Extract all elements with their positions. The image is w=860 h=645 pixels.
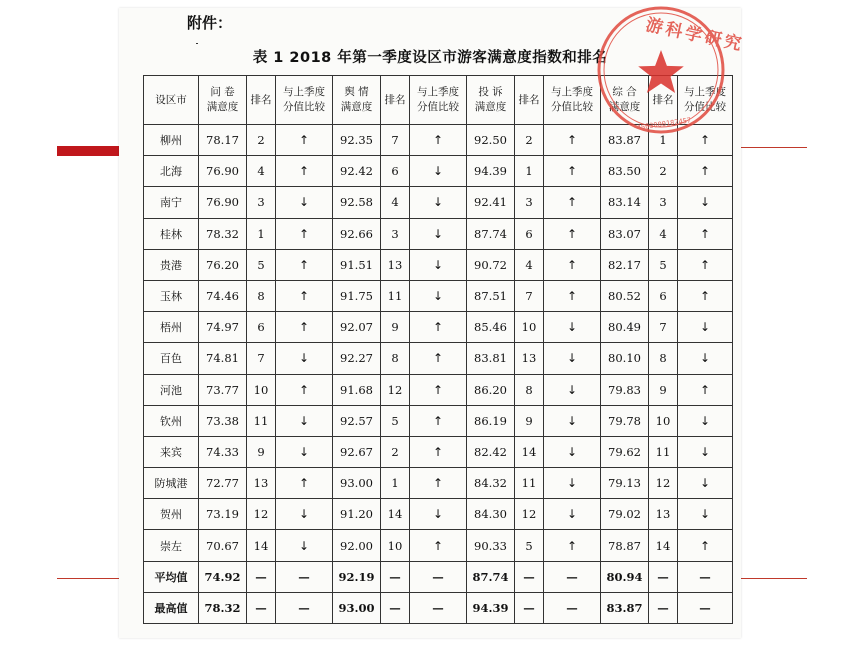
city-cell: 百色: [144, 343, 199, 374]
arrow-up-icon: ↑: [544, 280, 601, 311]
scan-speck: [196, 43, 198, 44]
table-body: [144, 125, 733, 624]
value-cell: 10: [381, 530, 410, 561]
arrow-up-icon: ↑: [276, 280, 333, 311]
value-cell: 78.32: [199, 218, 247, 249]
value-cell: 80.94: [601, 561, 649, 592]
value-cell: 92.42: [333, 156, 381, 187]
value-cell: 85.46: [467, 312, 515, 343]
column-header-line: 投 诉: [478, 86, 503, 98]
value-cell: 91.68: [333, 374, 381, 405]
value-cell: 13: [247, 468, 276, 499]
value-cell: 90.72: [467, 249, 515, 280]
value-cell: —: [381, 592, 410, 623]
value-cell: 94.39: [467, 592, 515, 623]
value-cell: 92.66: [333, 218, 381, 249]
column-header: [276, 76, 333, 125]
value-cell: 70.67: [199, 530, 247, 561]
city-cell: 北海: [144, 156, 199, 187]
value-cell: 4: [247, 156, 276, 187]
value-cell: 2: [247, 125, 276, 156]
value-cell: —: [649, 592, 678, 623]
column-header-line: 满意度: [206, 101, 239, 113]
column-header: [199, 76, 247, 125]
column-header-line: 满意度: [608, 101, 641, 113]
city-cell: 贺州: [144, 499, 199, 530]
value-cell: 82.17: [601, 249, 649, 280]
value-cell: 11: [381, 280, 410, 311]
column-header: [410, 76, 467, 125]
arrow-down-icon: ↓: [678, 187, 733, 218]
column-header: [381, 76, 410, 125]
value-cell: 79.83: [601, 374, 649, 405]
value-cell: 6: [247, 312, 276, 343]
column-header-line: 与上季度: [283, 86, 325, 98]
value-cell: 2: [381, 436, 410, 467]
value-cell: 92.35: [333, 125, 381, 156]
table-row: [144, 499, 733, 530]
value-cell: 9: [247, 436, 276, 467]
column-header-line: 分值比较: [551, 101, 593, 113]
value-cell: 12: [649, 468, 678, 499]
value-cell: 92.50: [467, 125, 515, 156]
seal-text: 游科学研究: [643, 15, 746, 56]
value-cell: —: [381, 561, 410, 592]
arrow-up-icon: ↑: [678, 374, 733, 405]
value-cell: 3: [649, 187, 678, 218]
value-cell: 74.81: [199, 343, 247, 374]
table-title: 表 1 2018 年第一季度设区市游客满意度指数和排名: [252, 50, 608, 66]
value-cell: 9: [381, 312, 410, 343]
value-cell: 11: [247, 405, 276, 436]
column-header-line: 排名: [384, 93, 406, 106]
arrow-up-icon: ↑: [276, 374, 333, 405]
column-header-line: 满意度: [340, 101, 373, 113]
value-cell: 12: [515, 499, 544, 530]
value-cell: 8: [649, 343, 678, 374]
arrow-up-icon: ↑: [678, 249, 733, 280]
value-cell: 2: [515, 125, 544, 156]
arrow-down-icon: ↓: [544, 374, 601, 405]
table-row: [144, 468, 733, 499]
arrow-down-icon: ↓: [678, 499, 733, 530]
value-cell: 93.00: [333, 468, 381, 499]
value-cell: 4: [381, 187, 410, 218]
value-cell: 92.19: [333, 561, 381, 592]
value-cell: —: [247, 592, 276, 623]
city-cell: 最高值: [144, 592, 199, 623]
arrow-down-icon: ↓: [276, 187, 333, 218]
value-cell: 14: [247, 530, 276, 561]
value-cell: —: [678, 592, 733, 623]
value-cell: 10: [247, 374, 276, 405]
column-header: [333, 76, 381, 125]
value-cell: 74.97: [199, 312, 247, 343]
table-row: [144, 187, 733, 218]
value-cell: 7: [247, 343, 276, 374]
table-row: [144, 343, 733, 374]
arrow-up-icon: ↑: [410, 405, 467, 436]
value-cell: 10: [649, 405, 678, 436]
value-cell: —: [276, 561, 333, 592]
value-cell: 80.52: [601, 280, 649, 311]
arrow-down-icon: ↓: [544, 405, 601, 436]
arrow-up-icon: ↑: [544, 218, 601, 249]
column-header-line: 问 卷: [210, 86, 235, 98]
value-cell: 87.51: [467, 280, 515, 311]
value-cell: 84.30: [467, 499, 515, 530]
value-cell: 90.33: [467, 530, 515, 561]
value-cell: 13: [381, 249, 410, 280]
value-cell: 92.00: [333, 530, 381, 561]
value-cell: 3: [247, 187, 276, 218]
value-cell: 1: [649, 125, 678, 156]
value-cell: 8: [515, 374, 544, 405]
value-cell: 76.90: [199, 156, 247, 187]
arrow-down-icon: ↓: [276, 343, 333, 374]
value-cell: 83.87: [601, 592, 649, 623]
arrow-down-icon: ↓: [544, 468, 601, 499]
table-row: [144, 312, 733, 343]
value-cell: —: [515, 561, 544, 592]
arrow-down-icon: ↓: [678, 468, 733, 499]
table-row: [144, 405, 733, 436]
value-cell: —: [276, 592, 333, 623]
value-cell: 92.57: [333, 405, 381, 436]
value-cell: 12: [247, 499, 276, 530]
value-cell: —: [410, 592, 467, 623]
arrow-down-icon: ↓: [410, 156, 467, 187]
arrow-up-icon: ↑: [678, 125, 733, 156]
city-cell: 桂林: [144, 218, 199, 249]
value-cell: 84.32: [467, 468, 515, 499]
column-header: [515, 76, 544, 125]
column-header-line: 排名: [652, 93, 674, 106]
value-cell: 9: [515, 405, 544, 436]
column-header-line: 与上季度: [551, 86, 593, 98]
value-cell: —: [410, 561, 467, 592]
column-header-line: 与上季度: [684, 86, 726, 98]
value-cell: 11: [649, 436, 678, 467]
column-header-line: 分值比较: [684, 101, 726, 113]
value-cell: 14: [649, 530, 678, 561]
arrow-down-icon: ↓: [678, 343, 733, 374]
value-cell: 74.33: [199, 436, 247, 467]
arrow-down-icon: ↓: [276, 499, 333, 530]
city-cell: 柳州: [144, 125, 199, 156]
value-cell: 73.19: [199, 499, 247, 530]
arrow-up-icon: ↑: [410, 312, 467, 343]
value-cell: 5: [381, 405, 410, 436]
arrow-down-icon: ↓: [410, 280, 467, 311]
city-cell: 梧州: [144, 312, 199, 343]
city-cell: 钦州: [144, 405, 199, 436]
value-cell: 4: [515, 249, 544, 280]
arrow-up-icon: ↑: [276, 468, 333, 499]
value-cell: —: [247, 561, 276, 592]
value-cell: —: [544, 592, 601, 623]
value-cell: 83.50: [601, 156, 649, 187]
value-cell: 7: [649, 312, 678, 343]
value-cell: 79.78: [601, 405, 649, 436]
arrow-up-icon: ↑: [544, 249, 601, 280]
value-cell: 87.74: [467, 218, 515, 249]
table-row: [144, 374, 733, 405]
value-cell: 92.27: [333, 343, 381, 374]
value-cell: 74.46: [199, 280, 247, 311]
arrow-up-icon: ↑: [678, 218, 733, 249]
arrow-down-icon: ↓: [276, 436, 333, 467]
value-cell: —: [544, 561, 601, 592]
arrow-down-icon: ↓: [410, 187, 467, 218]
value-cell: 72.77: [199, 468, 247, 499]
column-header-line: 与上季度: [417, 86, 459, 98]
attachment-label: 附件：: [187, 14, 233, 32]
arrow-up-icon: ↑: [544, 125, 601, 156]
value-cell: 1: [247, 218, 276, 249]
value-cell: 10: [515, 312, 544, 343]
value-cell: 83.87: [601, 125, 649, 156]
city-cell: 河池: [144, 374, 199, 405]
value-cell: 73.38: [199, 405, 247, 436]
value-cell: 14: [381, 499, 410, 530]
table-row: [144, 156, 733, 187]
column-header: [144, 76, 199, 125]
value-cell: 5: [515, 530, 544, 561]
column-header-line: 排名: [518, 93, 540, 106]
arrow-up-icon: ↑: [410, 468, 467, 499]
value-cell: 83.07: [601, 218, 649, 249]
arrow-down-icon: ↓: [678, 405, 733, 436]
arrow-down-icon: ↓: [678, 312, 733, 343]
value-cell: 78.87: [601, 530, 649, 561]
summary-row: [144, 561, 733, 592]
value-cell: 3: [381, 218, 410, 249]
value-cell: 91.20: [333, 499, 381, 530]
arrow-down-icon: ↓: [410, 249, 467, 280]
arrow-up-icon: ↑: [276, 125, 333, 156]
arrow-down-icon: ↓: [678, 436, 733, 467]
value-cell: 13: [649, 499, 678, 530]
city-cell: 防城港: [144, 468, 199, 499]
value-cell: 82.42: [467, 436, 515, 467]
value-cell: 8: [247, 280, 276, 311]
arrow-up-icon: ↑: [544, 187, 601, 218]
arrow-up-icon: ↑: [410, 343, 467, 374]
value-cell: 6: [381, 156, 410, 187]
value-cell: 73.77: [199, 374, 247, 405]
value-cell: 83.14: [601, 187, 649, 218]
arrow-up-icon: ↑: [678, 156, 733, 187]
arrow-up-icon: ↑: [678, 530, 733, 561]
arrow-up-icon: ↑: [544, 156, 601, 187]
value-cell: 6: [649, 280, 678, 311]
value-cell: —: [678, 561, 733, 592]
summary-row: [144, 592, 733, 623]
arrow-up-icon: ↑: [544, 530, 601, 561]
arrow-down-icon: ↓: [410, 499, 467, 530]
arrow-down-icon: ↓: [276, 530, 333, 561]
value-cell: 5: [649, 249, 678, 280]
value-cell: 14: [515, 436, 544, 467]
value-cell: 91.75: [333, 280, 381, 311]
column-header-line: 舆 情: [344, 86, 369, 98]
value-cell: —: [649, 561, 678, 592]
slide-accent-bar: [57, 146, 119, 156]
column-header-line: 综 合: [612, 86, 637, 98]
table-row: [144, 436, 733, 467]
value-cell: 76.90: [199, 187, 247, 218]
column-header-line: 分值比较: [283, 101, 325, 113]
table-row: [144, 218, 733, 249]
column-header-line: 分值比较: [417, 101, 459, 113]
arrow-up-icon: ↑: [276, 312, 333, 343]
city-cell: 平均值: [144, 561, 199, 592]
table-row: [144, 249, 733, 280]
column-header: [467, 76, 515, 125]
value-cell: 1: [515, 156, 544, 187]
arrow-up-icon: ↑: [410, 125, 467, 156]
value-cell: 8: [381, 343, 410, 374]
value-cell: 92.58: [333, 187, 381, 218]
value-cell: 79.13: [601, 468, 649, 499]
seal-number: 4503000182457: [636, 116, 692, 132]
column-header: [247, 76, 276, 125]
value-cell: 5: [247, 249, 276, 280]
value-cell: 4: [649, 218, 678, 249]
city-cell: 南宁: [144, 187, 199, 218]
city-cell: 崇左: [144, 530, 199, 561]
table-row: [144, 280, 733, 311]
arrow-down-icon: ↓: [276, 405, 333, 436]
column-header-line: 排名: [250, 93, 272, 106]
arrow-up-icon: ↑: [276, 249, 333, 280]
value-cell: 94.39: [467, 156, 515, 187]
arrow-down-icon: ↓: [544, 312, 601, 343]
city-cell: 玉林: [144, 280, 199, 311]
value-cell: 79.62: [601, 436, 649, 467]
value-cell: 86.20: [467, 374, 515, 405]
value-cell: 11: [515, 468, 544, 499]
value-cell: 80.10: [601, 343, 649, 374]
arrow-up-icon: ↑: [410, 436, 467, 467]
arrow-up-icon: ↑: [276, 218, 333, 249]
table-row: [144, 530, 733, 561]
value-cell: 6: [515, 218, 544, 249]
value-cell: 87.74: [467, 561, 515, 592]
value-cell: 80.49: [601, 312, 649, 343]
value-cell: 78.17: [199, 125, 247, 156]
value-cell: 2: [649, 156, 678, 187]
value-cell: 86.19: [467, 405, 515, 436]
city-cell: 来宾: [144, 436, 199, 467]
value-cell: 74.92: [199, 561, 247, 592]
arrow-up-icon: ↑: [678, 280, 733, 311]
value-cell: 93.00: [333, 592, 381, 623]
value-cell: 9: [649, 374, 678, 405]
arrow-up-icon: ↑: [410, 374, 467, 405]
scanned-document: [119, 8, 746, 638]
value-cell: 92.41: [467, 187, 515, 218]
value-cell: 79.02: [601, 499, 649, 530]
value-cell: 7: [381, 125, 410, 156]
value-cell: 13: [515, 343, 544, 374]
value-cell: 1: [381, 468, 410, 499]
value-cell: 83.81: [467, 343, 515, 374]
arrow-up-icon: ↑: [410, 530, 467, 561]
value-cell: 76.20: [199, 249, 247, 280]
arrow-up-icon: ↑: [276, 156, 333, 187]
value-cell: —: [515, 592, 544, 623]
seal-star-icon: [638, 50, 684, 93]
value-cell: 12: [381, 374, 410, 405]
column-header-line: 设区市: [155, 93, 187, 106]
value-cell: 92.67: [333, 436, 381, 467]
value-cell: 91.51: [333, 249, 381, 280]
value-cell: 7: [515, 280, 544, 311]
column-header-line: 满意度: [474, 101, 507, 113]
arrow-down-icon: ↓: [544, 343, 601, 374]
value-cell: 92.07: [333, 312, 381, 343]
arrow-down-icon: ↓: [544, 436, 601, 467]
value-cell: 78.32: [199, 592, 247, 623]
arrow-down-icon: ↓: [544, 499, 601, 530]
arrow-down-icon: ↓: [410, 218, 467, 249]
city-cell: 贵港: [144, 249, 199, 280]
official-seal: [581, 8, 746, 158]
value-cell: 3: [515, 187, 544, 218]
